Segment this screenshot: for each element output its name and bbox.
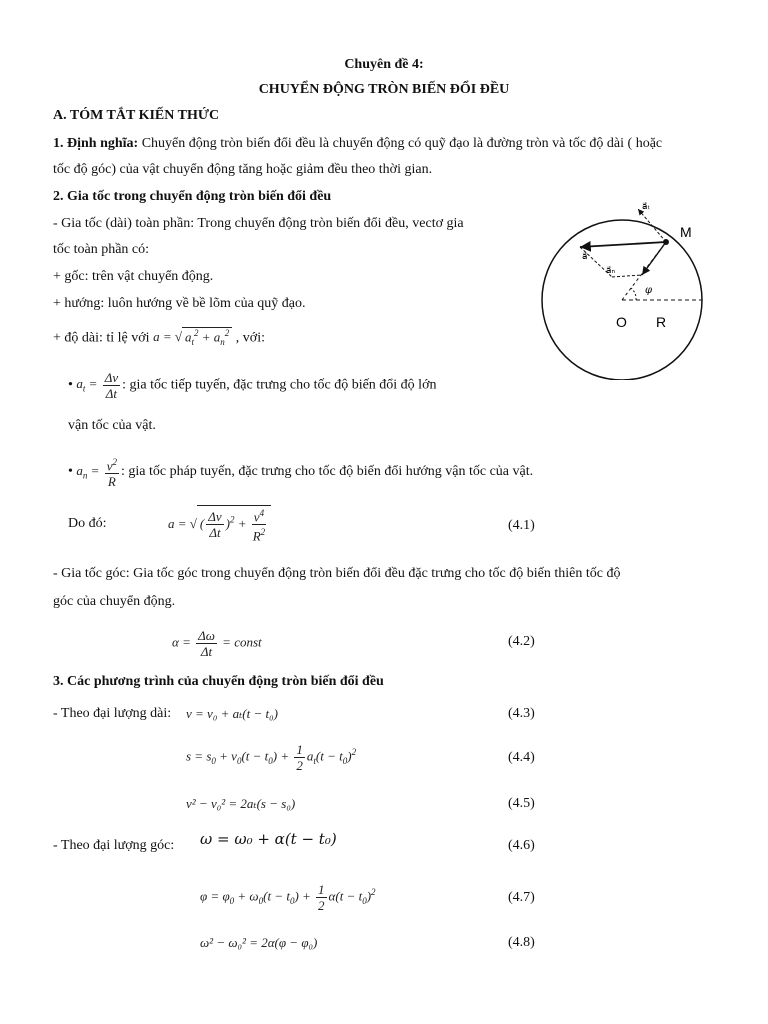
formula-4-3: v = v₀ + aₜ(t − t₀)	[186, 706, 278, 721]
label-o: O	[616, 314, 627, 330]
formula-a-total: a = √ $a_t^2 + a_n^2$	[153, 329, 232, 344]
equation-number: (4.2)	[508, 634, 535, 649]
definition-line-1	[53, 136, 662, 152]
angular-label: - Theo đại lượng góc:	[53, 838, 175, 853]
formula-4-7: $\varphi = \varphi_0 + \omega_0(t - t_0)$ + $\frac{1}{2}$ $\alpha(t - t_0)^2$	[200, 882, 376, 913]
section-a-heading: A. TÓM TẮT KIẾN THỨC	[53, 108, 220, 123]
equation-number: (4.8)	[508, 935, 535, 950]
acceleration-magnitude	[53, 327, 265, 347]
normal-acceleration-item	[68, 455, 533, 489]
equation-number: (4.4)	[508, 750, 535, 765]
angular-accel-line-2: góc của chuyển động.	[53, 594, 176, 609]
circular-motion-diagram	[532, 195, 722, 380]
tangential-acceleration-vector	[638, 209, 666, 242]
formula-4-6: ω = ω₀ + α(t − t₀)	[200, 830, 337, 848]
formula-4-5: v² − v₀² = 2aₜ(s − s₀)	[186, 796, 296, 811]
angular-accel-line-1: - Gia tốc góc: Gia tốc góc trong chuyển động tròn biến đổi đều đặc trưng cho tốc độ biến thiên tốc độ	[53, 566, 621, 581]
normal-acceleration-vector	[642, 242, 666, 275]
definition-text: Chuyển động tròn biến đổi đều là chuyển động có quỹ đạo là đường tròn và tốc độ dài ( hoặc	[138, 136, 663, 151]
label-phi: φ	[645, 285, 653, 296]
formula-4-2: α = $\frac{\Delta\omega}{\Delta t}$ = const	[172, 628, 262, 659]
tangential-desc: : gia tốc tiếp tuyến, đặc trưng cho tốc độ biến đổi độ lớn	[122, 377, 437, 393]
acceleration-heading: 2. Gia tốc trong chuyển động tròn biến đổi đều	[53, 189, 332, 204]
formula-4-1: a = √ ( $\frac{\Delta v}{\Delta t}$ )$^2$ + $\frac{v^4}{R^2}$	[168, 505, 271, 544]
const-text: = const	[222, 634, 262, 650]
acceleration-direction: + hướng: luôn hướng về bề lõm của quỹ đạo.	[53, 296, 306, 311]
acceleration-line-2: tốc toàn phần có:	[53, 242, 150, 257]
acceleration-origin: + gốc: trên vật chuyển động.	[53, 269, 214, 284]
normal-desc: : gia tốc pháp tuyến, đặc trưng cho tốc độ biến đổi hướng vận tốc của vật.	[120, 464, 534, 480]
topic-label: Chuyên đề 4:	[344, 57, 424, 72]
total-acceleration-vector	[580, 242, 666, 247]
bullet-icon: •	[68, 377, 73, 393]
equation-number: (4.6)	[508, 838, 535, 853]
formula-an: $a_n$ = $\frac{v^2}{R}$	[76, 457, 117, 490]
magnitude-prefix: + độ dài: tỉ lệ với	[53, 330, 150, 346]
page-title: CHUYỂN ĐỘNG TRÒN BIẾN ĐỔI ĐỀU	[258, 82, 510, 97]
magnitude-suffix: , với:	[235, 330, 265, 346]
formula-4-8: ω² − ω₀² = 2α(φ − φ₀)	[200, 935, 318, 950]
bullet-icon: •	[68, 464, 73, 480]
angle-arc	[631, 288, 636, 300]
acceleration-line-1: - Gia tốc (dài) toàn phần: Trong chuyển động tròn biến đổi đều, vectơ gia	[53, 216, 464, 231]
label-m: M	[680, 224, 692, 240]
equation-number: (4.1)	[508, 518, 535, 533]
linear-label: - Theo đại lượng dài:	[53, 706, 172, 721]
label-a: a⃗	[582, 251, 588, 261]
therefore-label: Do đó:	[68, 516, 107, 531]
definition-label: 1. Định nghĩa:	[53, 136, 139, 151]
equation-number: (4.3)	[508, 706, 535, 721]
label-at: a⃗ₜ	[642, 201, 651, 211]
definition-line-2: tốc độ góc) của vật chuyển động tăng hoặc giảm đều theo thời gian.	[53, 162, 433, 177]
tangential-desc-line-2: vận tốc của vật.	[68, 418, 156, 433]
tangential-acceleration-item	[68, 370, 436, 401]
equation-number: (4.7)	[508, 890, 535, 905]
equations-heading: 3. Các phương trình của chuyển động tròn biến đổi đều	[53, 674, 384, 689]
formula-at: $a_t$ = $\frac{\Delta v}{\Delta t}$	[76, 370, 119, 401]
label-an: a⃗ₙ	[606, 265, 616, 275]
equation-number: (4.5)	[508, 796, 535, 811]
formula-4-4: $s = s_0 + v_0(t - t_0)$ + $\frac{1}{2}$ $a_t(t - t_0)^2$	[186, 742, 357, 773]
label-r: R	[656, 314, 667, 330]
parallelogram-edge	[612, 275, 642, 277]
